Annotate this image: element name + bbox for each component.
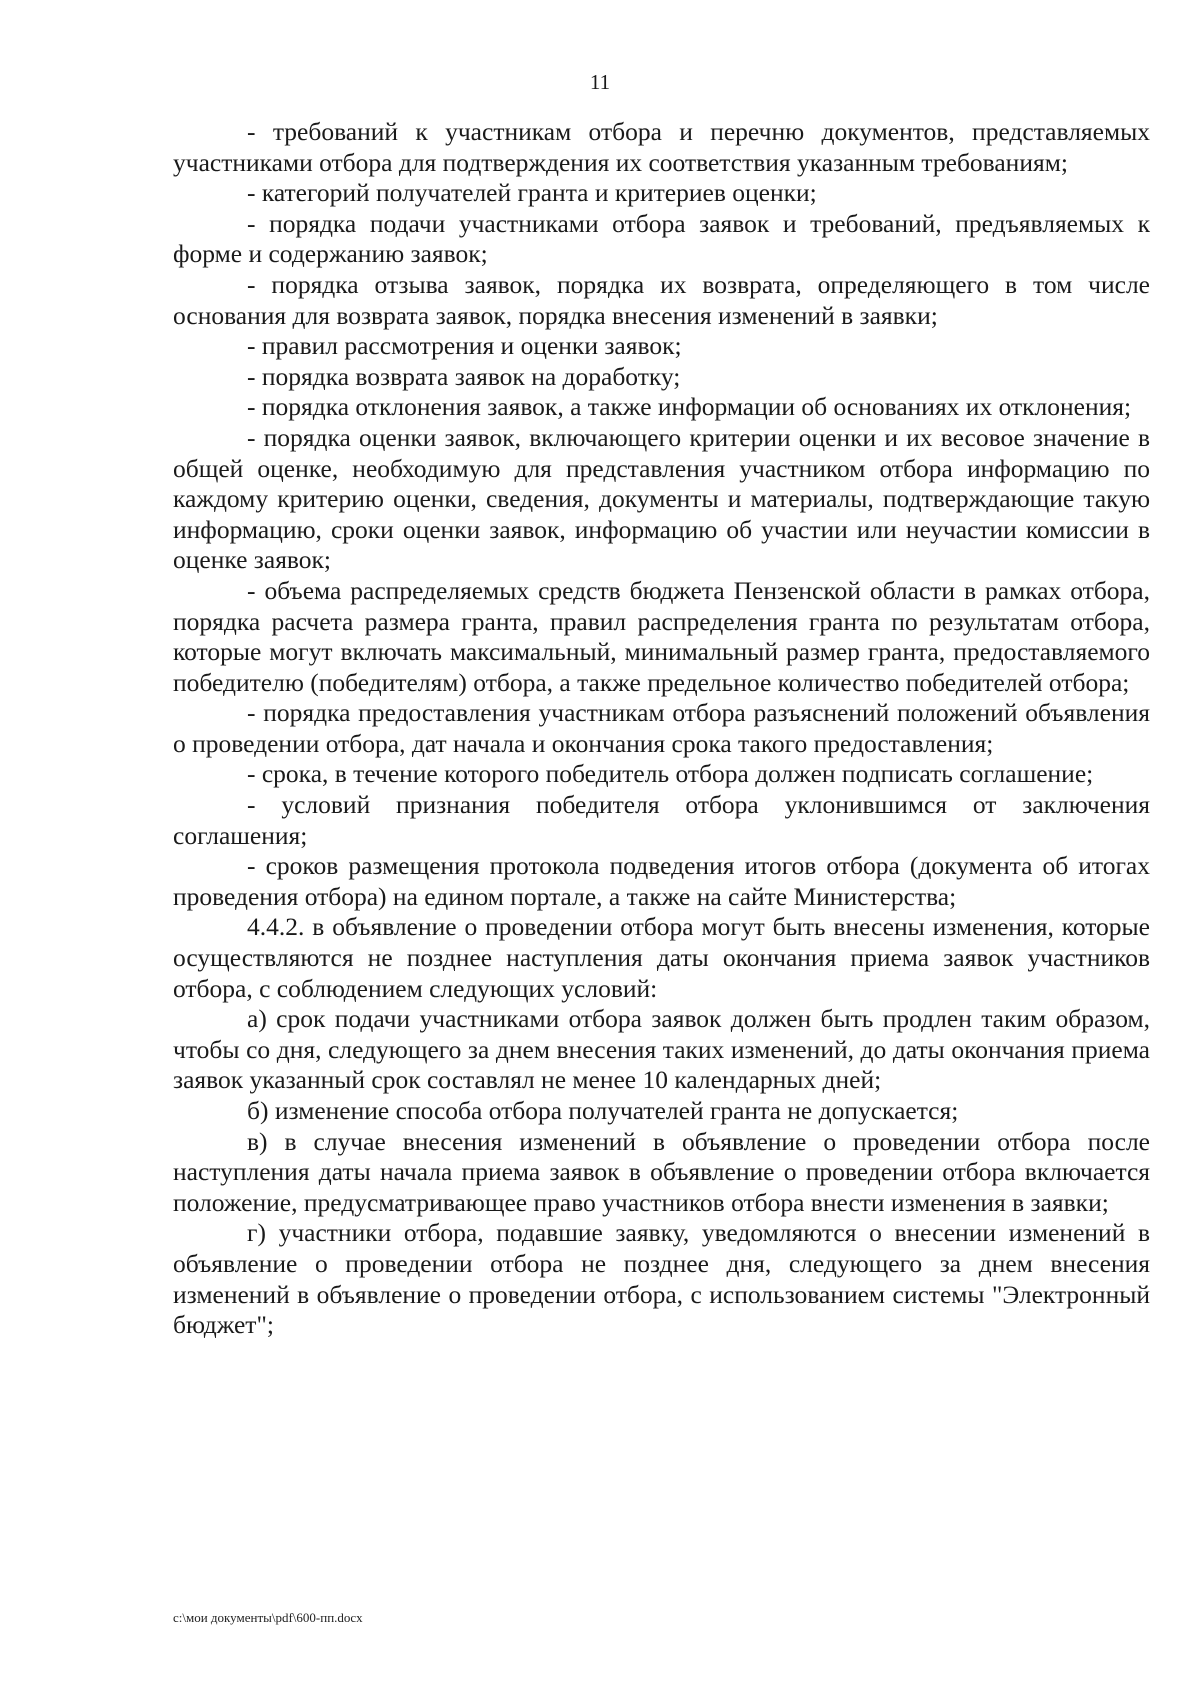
paragraph: - требований к участникам отбора и перечню документов, представляемых участниками отбора для подтверждения их соответствия указанным требованиям; (173, 117, 1150, 177)
paragraph: - порядка возврата заявок на доработку; (247, 361, 681, 391)
footer-file-path: c:\мои документы\pdf\600-пп.docx (173, 1610, 363, 1625)
page-number: 11 (589, 70, 611, 94)
paragraph: - порядка оценки заявок, включающего критерии оценки и их весовое значение в общей оценке, необходимую для представления участником отбора информацию по каждому критерию оценки, сведения, документы и материалы, подтверждающие такую информацию, сроки оценки заявок, информацию об участии или неучастии комиссии в оценке заявок; (173, 422, 1150, 575)
paragraph: - порядка предоставления участникам отбора разъяснений положений объявления о проведении отбора, дат начала и окончания срока такого предоставления; (173, 698, 1150, 758)
paragraph: б) изменение способа отбора получателей гранта не допускается; (247, 1096, 959, 1125)
paragraph: - категорий получателей гранта и критериев оценки; (247, 178, 817, 208)
paragraph: г) участники отбора, подавшие заявку, уведомляются о внесении изменений в объявление о проведении отбора не позднее дня, следующего за днем внесения изменений в объявление о проведении отбора, с использованием системы "Электронный бюджет"; (173, 1218, 1150, 1340)
paragraph: - условий признания победителя отбора уклонившимся от заключения соглашения; (173, 790, 1150, 850)
paragraph: - порядка подачи участниками отбора заявок и требований, предъявляемых к форме и содержанию заявок; (173, 208, 1150, 269)
paragraph: 4.4.2. в объявление о проведении отбора могут быть внесены изменения, которые осуществляются не позднее наступления даты окончания приема заявок участников отбора, с соблюдением следующих условий: (173, 912, 1150, 1003)
paragraph: - порядка отзыва заявок, порядка их возврата, определяющего в том числе основания для возврата заявок, порядка внесения изменений в заявки; (173, 269, 1150, 330)
paragraph: - порядка отклонения заявок, а также информации об основаниях их отклонения; (247, 392, 1132, 422)
paragraph: а) срок подачи участниками отбора заявок должен быть продлен таким образом, чтобы со дня, следующего за днем внесения таких изменений, до даты окончания приема заявок указанный срок составлял не менее 10 календарных дней; (173, 1004, 1150, 1095)
paragraph: - правил рассмотрения и оценки заявок; (247, 331, 682, 361)
paragraph: в) в случае внесения изменений в объявление о проведении отбора после наступления даты начала приема заявок в объявление о проведении отбора включается положение, предусматривающее право участников отбора внести изменения в заявки; (173, 1126, 1150, 1217)
paragraph: - объема распределяемых средств бюджета Пензенской области в рамках отбора, порядка расчета размера гранта, правил распределения гранта по результатам отбора, которые могут включать максимальный, минимальный размер гранта, предоставляемого победителю (победителям) отбора, а также предельное количество победителей отбора; (173, 575, 1150, 697)
paragraph: - сроков размещения протокола подведения итогов отбора (документа об итогах проведения отбора) на едином портале, а также на сайте Министерства; (173, 851, 1150, 911)
document-body (173, 117, 1150, 1341)
paragraph: - срока, в течение которого победитель отбора должен подписать соглашение; (247, 759, 1094, 789)
